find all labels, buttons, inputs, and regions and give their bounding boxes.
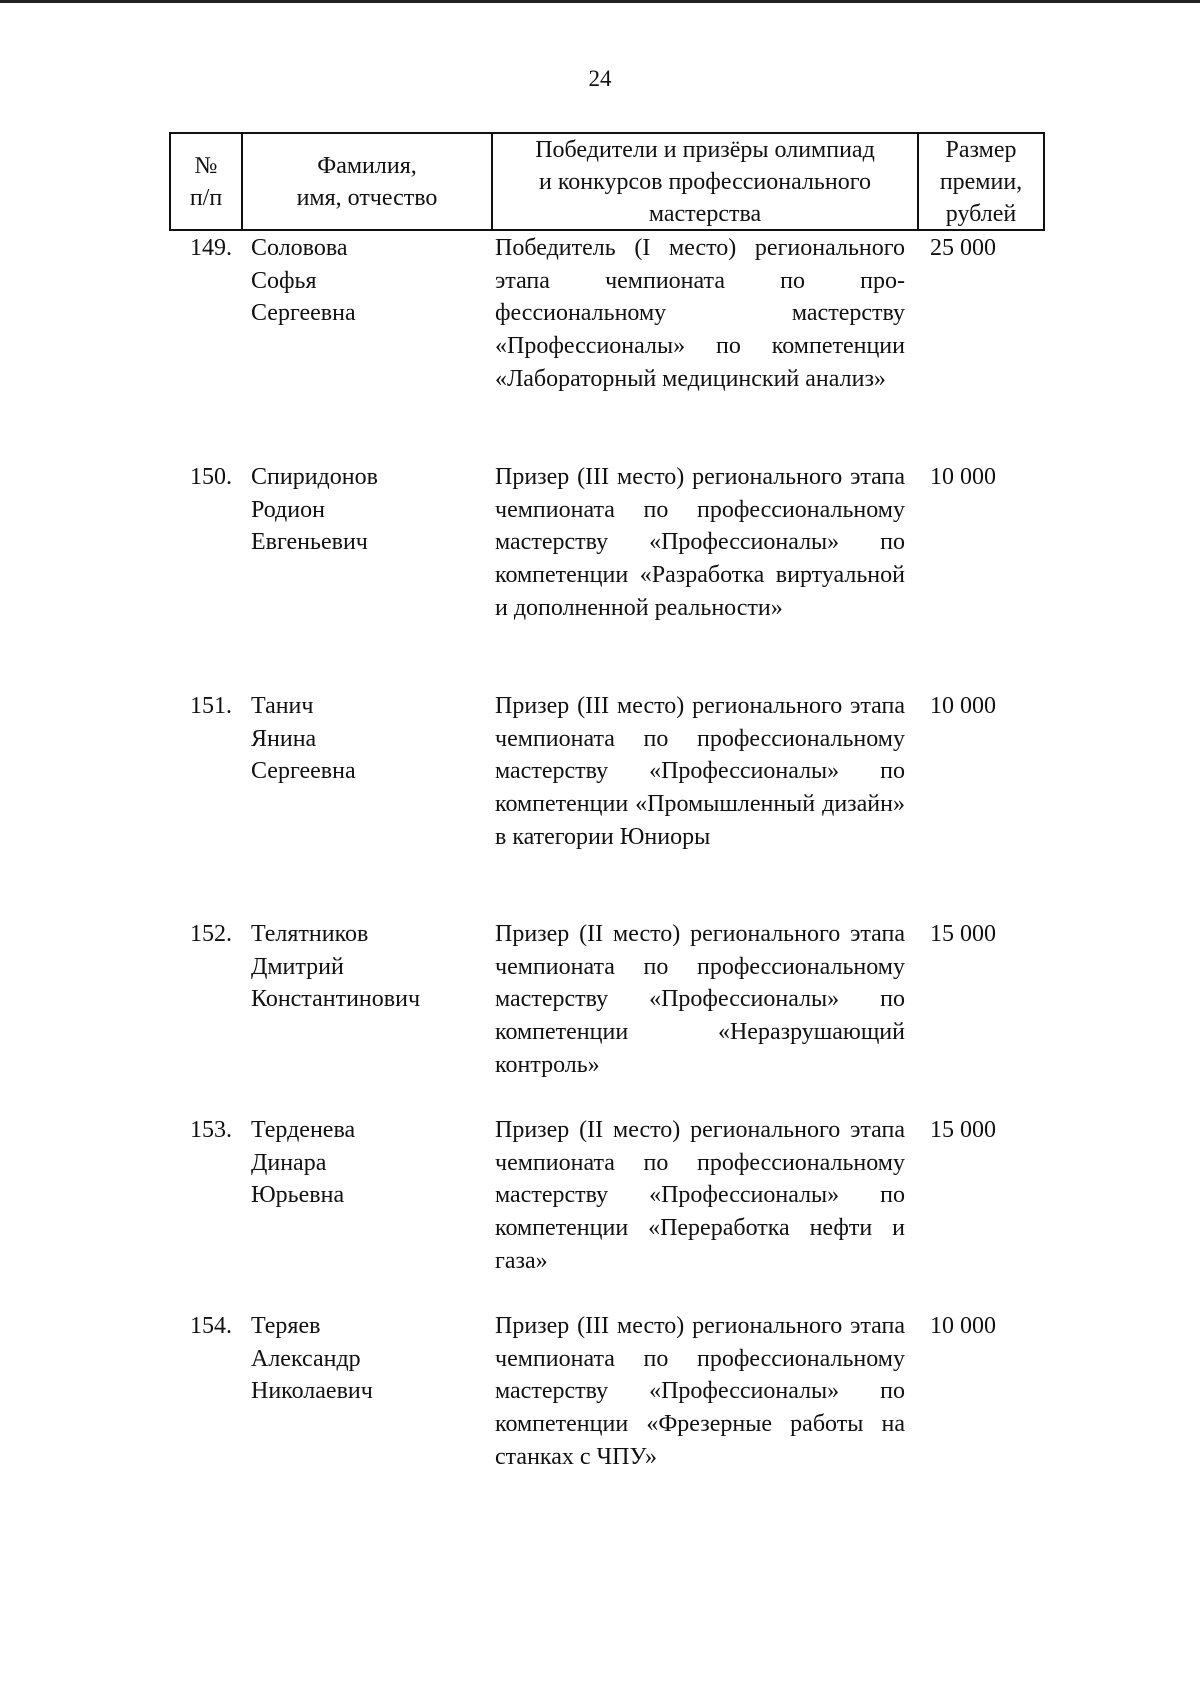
first-name: Родион	[251, 496, 325, 523]
row-number: 154.	[190, 1313, 232, 1339]
row-achievement: Призер (III место) регионального этапа чемпионата по профессиональному мастерству «Профессионалы» по компетенции «Промышленный дизайн» в категории Юниоры	[495, 693, 905, 850]
row-prize: 10 000	[930, 464, 996, 490]
row-full-name	[251, 1310, 491, 1408]
first-name: Дмитрий	[251, 953, 344, 980]
header-achievement: Победители и призёры олимпиад и конкурсов профессионального мастерства	[491, 134, 917, 229]
patronymic: Константинович	[251, 986, 421, 1013]
patronymic: Евгеньевич	[251, 529, 368, 556]
surname: Соловова	[251, 235, 348, 261]
row-achievement: Призер (III место) регионального этапа чемпионата по профессиональному мастерству «Профессионалы» по компетенции «Фрезерные работы на станках с ЧПУ»	[495, 1313, 905, 1470]
patronymic: Сергеевна	[251, 758, 356, 785]
row-full-name	[251, 1114, 491, 1212]
top-rule	[0, 0, 1200, 3]
row-full-name	[251, 461, 491, 559]
row-full-name	[251, 232, 491, 330]
row-number: 150.	[190, 464, 232, 490]
row-prize: 10 000	[930, 1313, 996, 1339]
header-number: № п/п	[189, 152, 223, 211]
row-full-name	[251, 690, 491, 788]
row-number: 153.	[190, 1117, 232, 1143]
row-prize: 25 000	[930, 235, 996, 261]
row-full-name	[251, 918, 491, 1016]
surname: Спиридонов	[251, 464, 378, 490]
first-name: Софья	[251, 267, 317, 294]
header-full-name: Фамилия, имя, отчество	[241, 134, 491, 229]
surname: Теряев	[251, 1313, 321, 1339]
patronymic: Николаевич	[251, 1378, 373, 1405]
row-achievement: Призер (II место) регионального этапа чемпионата по профессиональному мастерству «Профессионалы» по компетенции «Неразрушающий контроль»	[495, 921, 905, 1078]
row-number: 149.	[190, 235, 232, 261]
row-prize: 15 000	[930, 921, 996, 947]
patronymic: Сергеевна	[251, 300, 356, 327]
first-name: Динара	[251, 1149, 327, 1176]
patronymic: Юрьевна	[251, 1182, 345, 1209]
surname: Телятников	[251, 921, 369, 947]
row-achievement: Победитель (I место) регионального этапа чемпионата по профессиональному мастерству «Профессионалы» по компетенции «Лабораторный медицинский анализ»	[495, 235, 905, 392]
row-prize: 15 000	[930, 1117, 996, 1143]
row-achievement: Призер (II место) регионального этапа чемпионата по профессиональному мастерству «Профессионалы» по компетенции «Переработка нефти и газа»	[495, 1117, 905, 1274]
row-number: 151.	[190, 693, 232, 719]
surname: Терденева	[251, 1117, 356, 1143]
surname: Танич	[251, 693, 314, 719]
header-prize-amount: Размер премии, рублей	[917, 134, 1043, 229]
row-number: 152.	[190, 921, 232, 947]
first-name: Янина	[251, 725, 317, 752]
row-achievement: Призер (III место) регионального этапа чемпионата по профессиональному мастерству «Профессионалы» по компетенции «Разработка виртуальной и дополненной реальности»	[495, 464, 905, 621]
first-name: Александр	[251, 1345, 361, 1372]
row-prize: 10 000	[930, 693, 996, 719]
page-number: 24	[588, 66, 612, 91]
table-header	[169, 132, 1045, 231]
